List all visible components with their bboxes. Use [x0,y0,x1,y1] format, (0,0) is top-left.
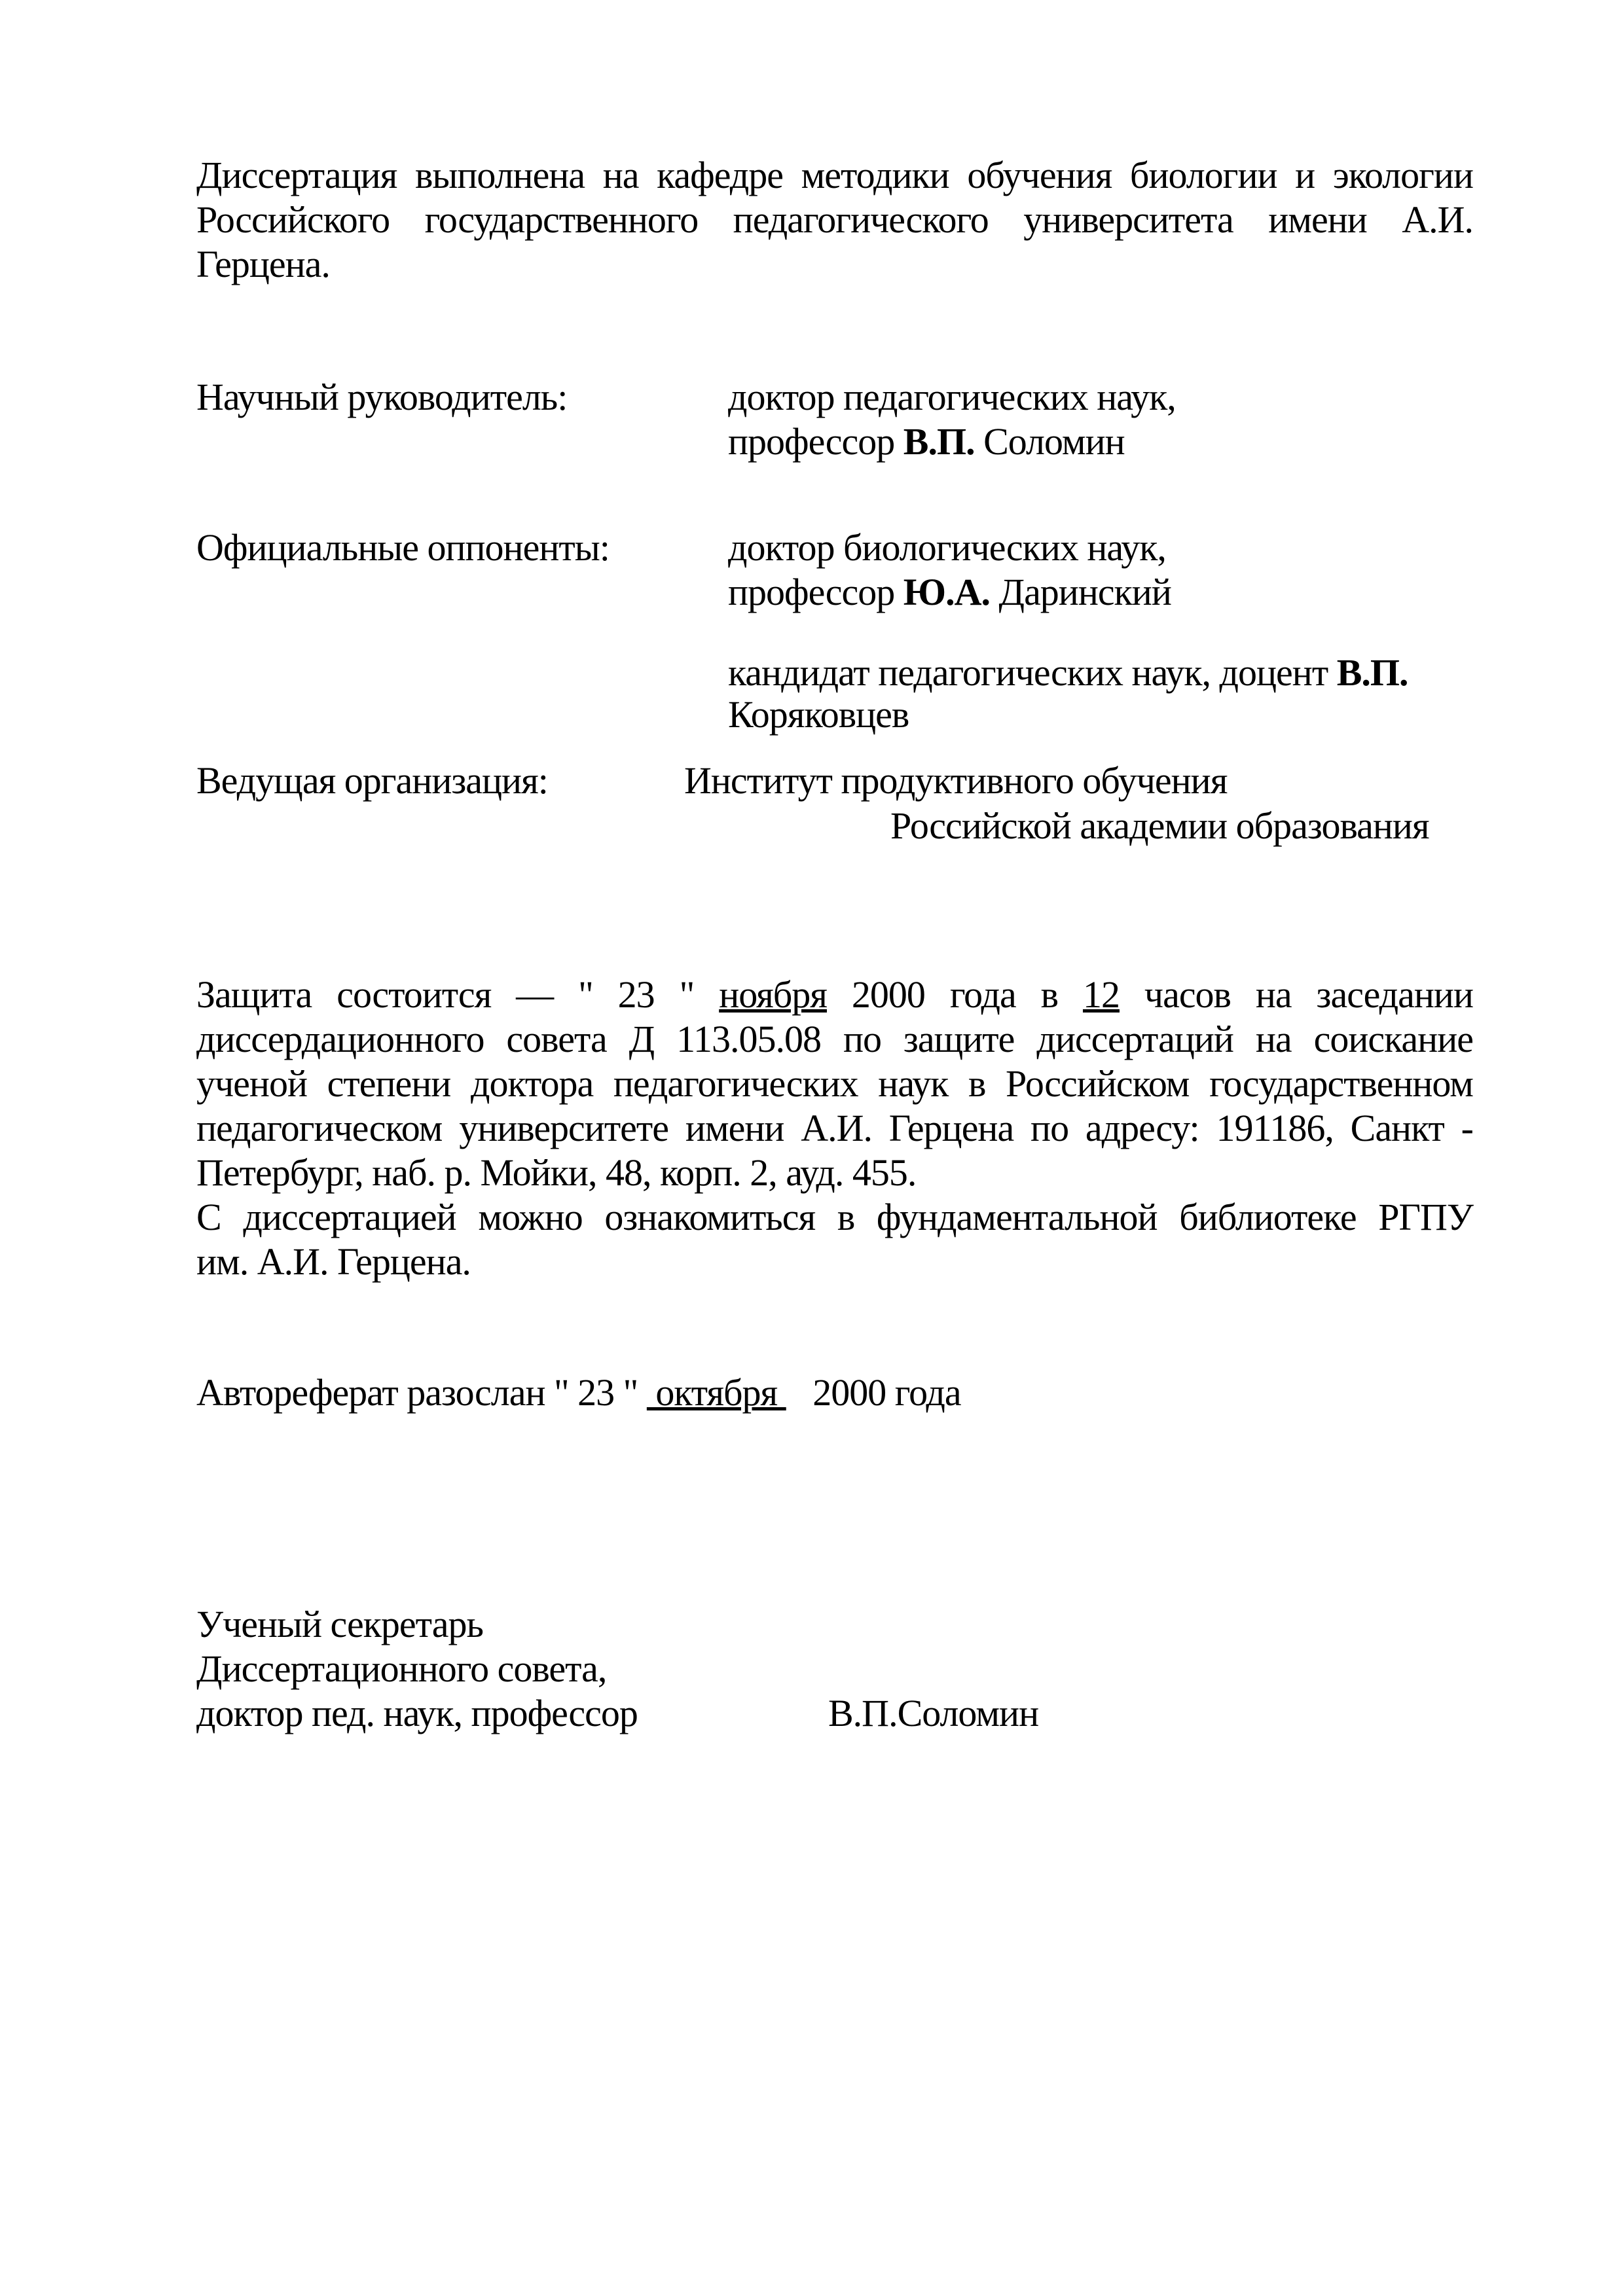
library-line-2: им. А.И. Герцена. [196,1240,471,1283]
mailed-end: 2000 года [786,1371,961,1414]
opponents-label: Официальные оппоненты: [196,526,610,569]
supervisor-initials: В.П. [903,420,975,463]
defense-line-1-end: часов на заседании [1119,973,1474,1016]
defense-hours: 12 [1082,973,1120,1016]
leading-organization-line-1: Институт продуктивного обучения [684,759,1228,802]
opponent1-degree: доктор биологических наук, [728,526,1166,569]
supervisor-label: Научный руководитель: [196,376,568,418]
defense-paragraph [196,973,1473,1284]
opponent2-degree-line [728,651,1408,695]
supervisor-name-line [728,420,1125,464]
intro-line-2: Российского государственного педагогического университета имени А.И. [196,198,1473,241]
opponent1-name-line [728,570,1171,615]
defense-line-2: диссердационного совета Д 113.05.08 по защите диссертаций на соискание [196,1018,1473,1060]
opponent1-rank: профессор [728,571,903,613]
library-line-1: С диссертацией можно ознакомиться в фундаментальной библиотеке РГПУ [196,1196,1473,1238]
secretary-line-1: Ученый секретарь [196,1603,483,1645]
defense-line-1 [196,973,1473,1017]
intro-line-1: Диссертация выполнена на кафедре методики обучения биологии и экологии [196,154,1473,196]
supervisor-surname: Соломин [974,420,1125,463]
defense-line-4: педагогическом университете имени А.И. Герцена по адресу: 191186, Санкт - [196,1107,1473,1149]
defense-line-1-start: Защита состоится — " 23 " [196,973,720,1016]
opponent1-surname: Даринский [990,571,1171,613]
supervisor-degree: доктор педагогических наук, [728,376,1176,418]
defense-line-3: ученой степени доктора педагогических наук в Российском государственном [196,1062,1473,1105]
intro-paragraph [196,153,1473,287]
defense-line-1-mid: 2000 года в [827,973,1083,1016]
intro-line-3: Герцена. [196,243,330,285]
secretary-line-3: доктор пед. наук, профессор [196,1692,638,1734]
opponent2-surname: Коряковцев [728,693,909,736]
mailed-start: Автореферат разослан " 23 " [196,1371,647,1414]
defense-line-5: Петербург, наб. р. Мойки, 48, корп. 2, ауд. 455. [196,1151,917,1194]
opponent2-initials: В.П. [1336,651,1408,694]
opponent1-initials: Ю.А. [903,571,990,613]
supervisor-rank: профессор [728,420,903,463]
mailed-line [196,1371,961,1415]
leading-organization-line-2: Российской академии образования [890,804,1429,847]
opponent2-degree: кандидат педагогических наук, доцент [728,651,1337,694]
secretary-name: В.П.Соломин [828,1692,1039,1734]
mailed-month: октября [646,1371,786,1414]
defense-month: ноября [719,973,827,1016]
leading-organization-label: Ведущая организация: [196,759,548,802]
secretary-line-2: Диссертационного совета, [196,1647,607,1690]
